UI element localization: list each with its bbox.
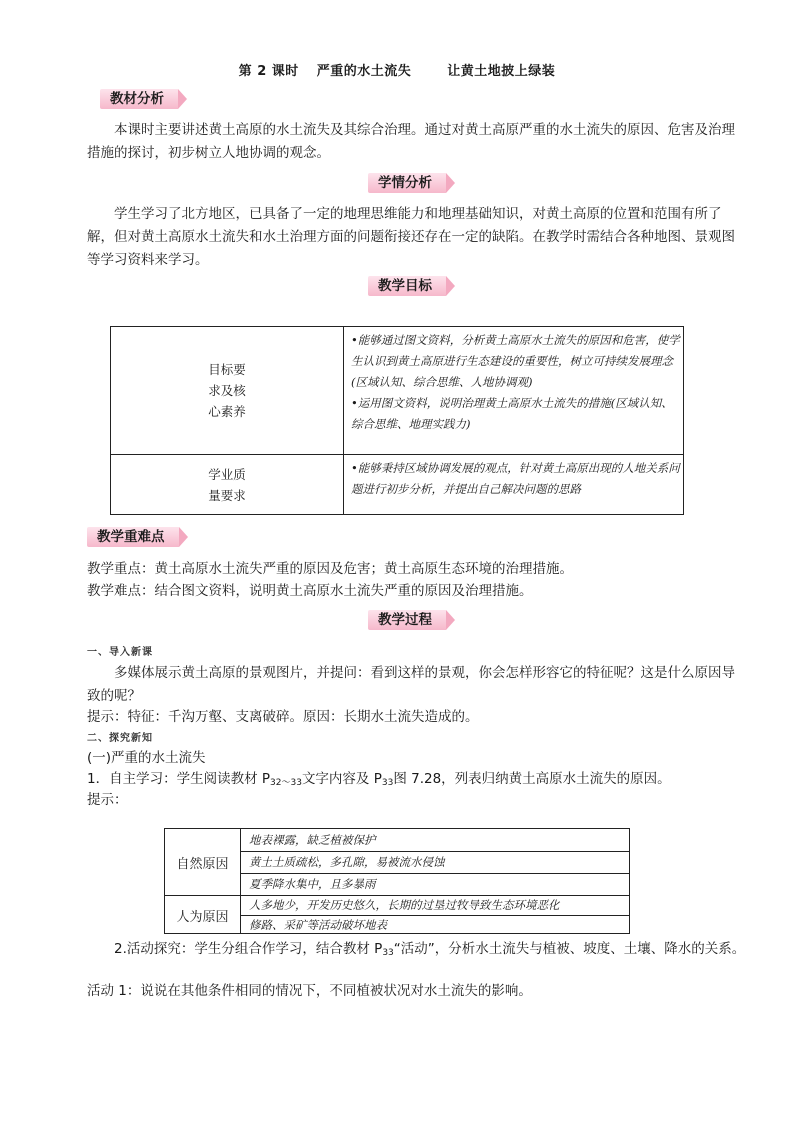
cause-cell: 修路、采矿等活动破坏地表 xyxy=(249,918,387,932)
title-topic-1: 严重的水土流失 xyxy=(316,64,412,79)
section-explore-heading: 二、探究新知 xyxy=(87,733,153,744)
goals-row-quality xyxy=(111,455,683,515)
cause-cell: 黄土土质疏松，多孔隙，易被流水侵蚀 xyxy=(249,855,445,869)
tag-key-difficult-points: 教学重难点 xyxy=(87,527,179,547)
textbook-analysis-text: 本课时主要讲述黄土高原的水土流失及其综合治理。通过对黄土高原严重的水土流失的原因、危害及治理措施的探讨，初步树立人地协调的观念。 xyxy=(87,122,735,161)
human-causes-label: 人为原因 xyxy=(165,896,241,934)
intro-tip: 提示：特征：千沟万壑、支离破碎。原因：长期水土流失造成的。 xyxy=(87,709,479,725)
goal-item: •运用图文资料，说明治理黄土高原水土流失的措施(区域认知、综合思维、地理实践力) xyxy=(351,396,673,431)
tag-student-analysis: 学情分析 xyxy=(368,173,446,193)
tag-teaching-process: 教学过程 xyxy=(368,610,446,630)
goal-item: •能够通过图文资料，分析黄土高原水土流失的原因和危害，使学生认识到黄土高原进行生态建设的重要性，树立可持续发展理念(区域认知、综合思维、人地协调观) xyxy=(351,333,680,389)
tag-teaching-goals: 教学目标 xyxy=(368,276,446,296)
natural-causes-group xyxy=(165,829,629,896)
causes-table xyxy=(164,828,630,934)
tag-textbook-analysis: 教材分析 xyxy=(100,89,178,109)
step2-text: 2.活动探究：学生分组合作学习，结合教材 $P_{33}“$活动”，分析水土流失与植被、坡度、土壤、降水的关系。 xyxy=(114,941,746,958)
goals-row-label: 学业质 量要求 xyxy=(111,455,344,515)
goals-row-content xyxy=(351,330,681,435)
activity1-text: 活动 1：说说在其他条件相同的情况下，不同植被状况对水土流失的影响。 xyxy=(87,983,532,999)
cause-cell: 人多地少，开发历史悠久，长期的过垦过牧导致生态环境恶化 xyxy=(249,898,560,912)
step1-text: 1．自主学习：学生阅读教材 $P_{32\sim 33}$文字内容及 $P_{33}$图 7.28，列表归纳黄土高原水土流失的原因。 xyxy=(87,771,671,788)
student-analysis-text: 学生学习了北方地区，已具备了一定的地理思维能力和地理基础知识，对黄土高原的位置和范围有所了解，但对黄土高原水土流失和水土治理方面的问题衔接还存在一定的缺陷。在教学时需结合各种地图、景观图等学习资料来学习。 xyxy=(87,206,735,268)
subsection-heading: (一)严重的水土流失 xyxy=(87,750,206,766)
goals-table xyxy=(110,326,684,515)
intro-text: 多媒体展示黄土高原的景观图片，并提问：看到这样的景观，你会怎样形容它的特征呢？这是什么原因导致的呢？ xyxy=(87,665,735,704)
cause-cell: 地表裸露，缺乏植被保护 xyxy=(249,833,376,847)
cause-cell: 夏季降水集中，且多暴雨 xyxy=(249,877,376,891)
lesson-title xyxy=(0,60,794,79)
tip-label: 提示： xyxy=(87,792,128,808)
goals-row-core-literacy xyxy=(111,327,683,455)
goals-row-content xyxy=(351,458,681,500)
section-intro-heading: 一、导入新课 xyxy=(87,647,153,658)
title-topic-2: 让黄土地披上绿装 xyxy=(447,64,556,79)
natural-causes-label: 自然原因 xyxy=(165,829,241,895)
goal-item: •能够秉持区域协调发展的观点，针对黄土高原出现的人地关系问题进行初步分析，并提出自己解决问题的思路 xyxy=(351,461,680,496)
title-lesson-number: 第 2 课时 xyxy=(238,64,299,79)
difficult-point-text: 教学难点：结合图文资料，说明黄土高原水土流失严重的原因及治理措施。 xyxy=(87,583,533,599)
human-causes-group xyxy=(165,896,629,934)
key-point-text: 教学重点：黄土高原水土流失严重的原因及危害；黄土高原生态环境的治理措施。 xyxy=(87,561,573,577)
goals-row-label: 目标要 求及核 心素养 xyxy=(111,327,344,454)
